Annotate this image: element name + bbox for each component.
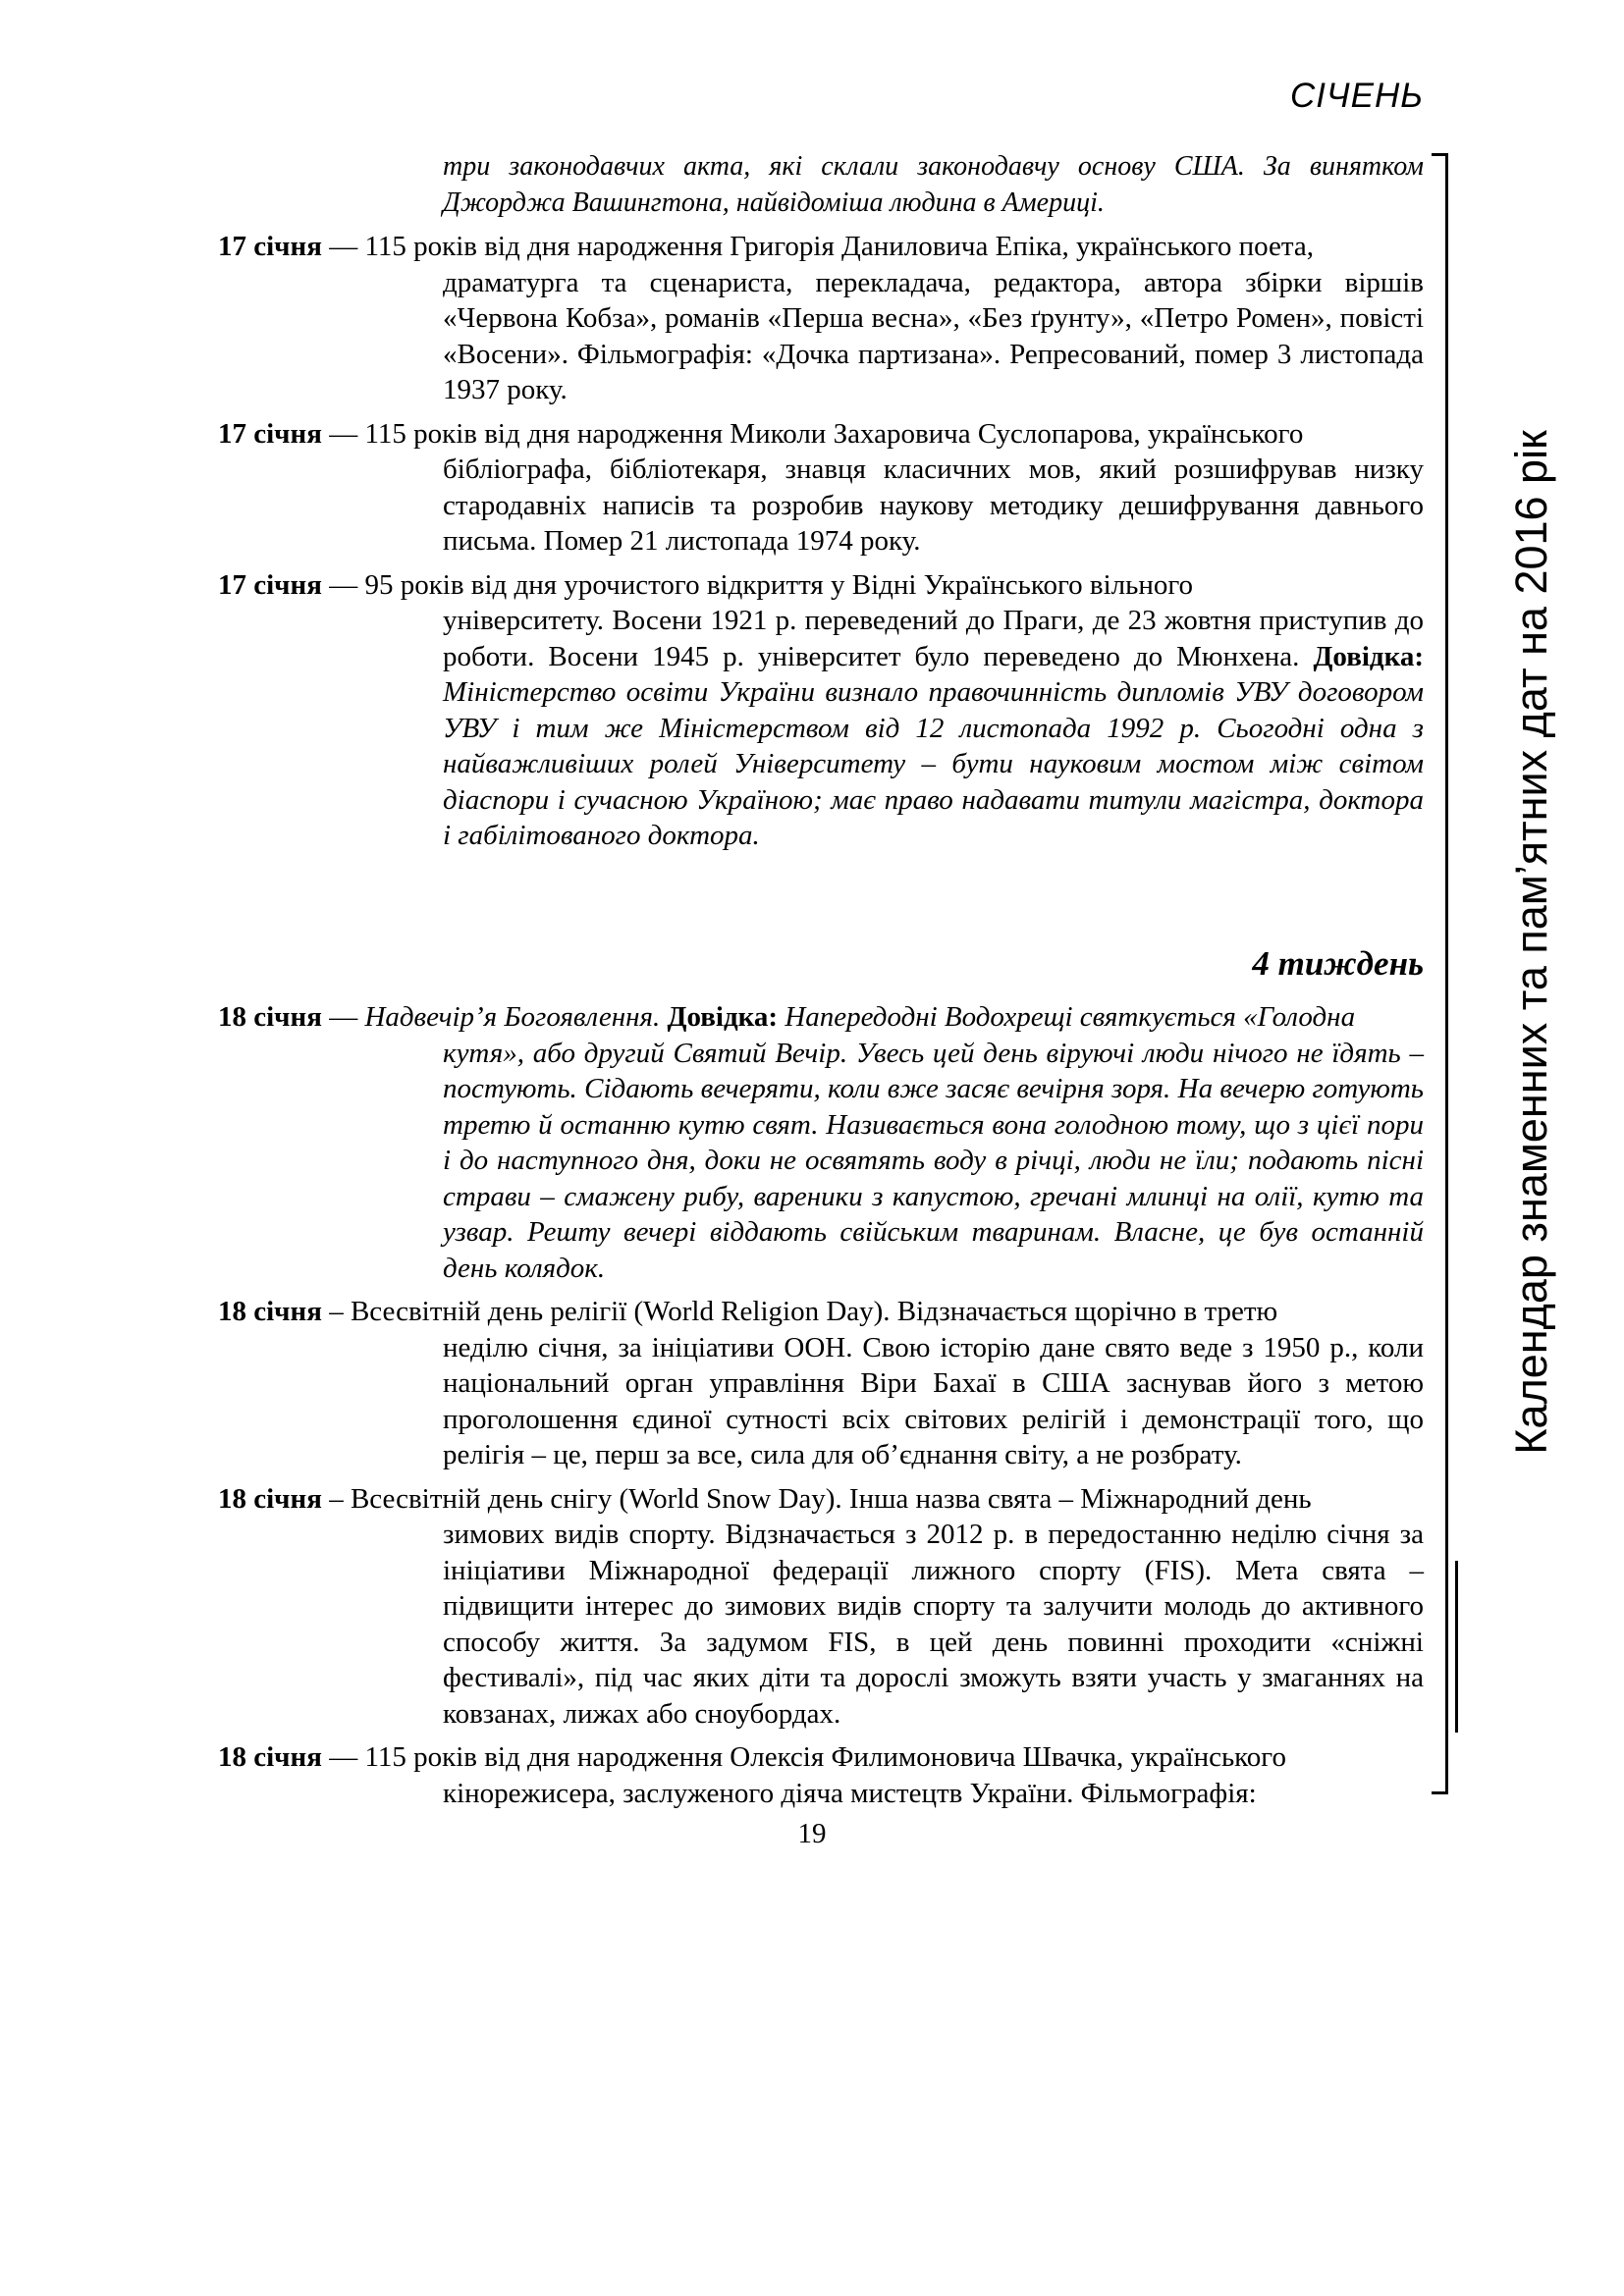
side-rule-bottom-tick — [1432, 1791, 1448, 1794]
side-calendar-title: Календар знаменних та пам’ятних дат на 2016 рік — [1506, 430, 1556, 1455]
list-item — [218, 229, 1424, 408]
continued-paragraph: три законодавчих акта, які склали законодавчу основу США. За винятком Джорджа Вашингтона, найвідоміша людина в Америці. — [443, 151, 1424, 218]
list-item — [218, 1294, 1424, 1473]
page-number: 19 — [797, 1818, 827, 1849]
entry-first-line — [218, 1739, 1424, 1776]
entry-date: 17 січня — [218, 417, 322, 450]
entry-body: кінорежисера, заслуженого діяча мистецтв України. Фільмографія: — [443, 1777, 1257, 1809]
running-header-month: СІЧЕНЬ — [1290, 77, 1424, 115]
note-label: Довідка: — [1313, 640, 1425, 672]
entry-first-line — [218, 567, 1424, 604]
entry-body: зимових видів спорту. Відзначається з 2012 р. в передостанню неділю січня за ініціативи Міжнародної федерації лижного спорту (FIS). Мета свята – підвищити інтерес до зимових видів спорту та залучити молодь до активного способу життя. За задумом FIS, в цей день повинні проходити «сніжні фестивалі», під час яких діти та дорослі зможуть взяти участь у змаганнях на ковзанах, лижах або сноубордах. — [443, 1519, 1424, 1730]
entry-first-line — [218, 1481, 1424, 1518]
list-item — [218, 999, 1424, 1286]
side-rule-accent — [1455, 1561, 1458, 1733]
entry-date: 18 січня — [218, 1296, 322, 1327]
list-item — [218, 567, 1424, 854]
list-item — [218, 416, 1424, 560]
entry-body: університету. Восени 1921 р. переведений до Праги, де 23 жовтня приступив до роботи. Восени 1945 р. університет було переведено до Мюнхена. — [443, 605, 1424, 672]
entry-body: драматурга та сценариста, перекладача, редактора, автора збірки віршів «Червона Кобза», романів «Перша весна», «Без ґрунту», «Петро Ромен», повісті «Восени». Фільмографія: «Дочка партизана». Репресований, помер 3 листопада 1937 року. — [443, 266, 1424, 405]
entry-title: Надвечір’я Богоявлення. — [364, 1001, 661, 1033]
entry-lead: – Всесвітній день снігу (World Snow Day). Інша назва свята – Міжнародний день — [329, 1482, 1312, 1515]
entry-lead: — 115 років від дня народження Григорія Даниловича Епіка, українського поета, — [329, 231, 1315, 262]
side-rule-top-tick — [1432, 153, 1448, 156]
side-vertical-rule — [1445, 153, 1448, 1794]
entry-first-line — [218, 229, 1424, 265]
entry-date: 17 січня — [218, 568, 322, 601]
entry-date: 18 січня — [218, 1482, 322, 1515]
entry-lead: — 115 років від дня народження Миколи Захаровича Суслопарова, українського — [329, 417, 1304, 450]
entry-lead: – Всесвітній день релігії (World Religion Day). Відзначається щорічно в третю — [329, 1296, 1278, 1327]
entry-body: кутя», або другий Святий Вечір. Увесь цей день віруючі люди нічого не їдять – постують. Сідають вечеряти, коли вже засяє вечірня зоря. На вечерю готують третю й останню кутю свят. Називається вона голодною тому, що з цієї пори і до наступного дня, доки не освятять воду в річці, люди не їли; подають пісні страви – смажену рибу, вареники з капустою, гречані млинці на олії, кутю та узвар. Решту вечері віддають свійським тваринам. Власне, це був останній день колядок. — [443, 1037, 1424, 1284]
entry-body: бібліографа, бібліотекаря, знавця класичних мов, який розшифрував низку стародавніх написів та розробив наукову методику дешифрування давнього письма. Помер 21 листопада 1974 року. — [443, 454, 1424, 557]
entry-date: 18 січня — [218, 1741, 322, 1773]
note-text: Напередодні Водохрещі святкується «Голодна — [785, 1001, 1356, 1033]
entry-date: 18 січня — [218, 1001, 322, 1033]
list-item — [218, 1739, 1424, 1811]
entry-date: 17 січня — [218, 231, 322, 262]
entry-first-line — [218, 416, 1424, 453]
list-item — [218, 1481, 1424, 1733]
section-heading-week: 4 тиждень — [1252, 943, 1424, 983]
entry-first-line — [218, 1294, 1424, 1330]
note-label: Довідка: — [667, 1001, 779, 1033]
entry-lead: — 115 років від дня народження Олексія Филимоновича Швачка, українського — [329, 1741, 1286, 1773]
entry-body-with-note — [443, 603, 1424, 854]
main-text — [218, 149, 1424, 1819]
entry-first-line — [218, 999, 1424, 1036]
entry-lead: — 95 років від дня урочистого відкриття у Відні Українського вільного — [329, 568, 1194, 601]
note-text: Міністерство освіти України визнало правочинність дипломів УВУ договором УВУ і тим же Міністерством від 12 листопада 1992 р. Сьогодні одна з найважливіших ролей Університету – бути науковим мостом між світом діаспори і сучасною Україною; має право надавати титули магістра, доктора і габілітованого доктора. — [443, 676, 1424, 851]
entry-body: неділю січня, за ініціативи ООН. Свою історію дане свято веде з 1950 р., коли національний орган управління Віри Бахаї в США заснував його з метою проголошення єдиної сутності всіх світових релігій і демонстрації того, що релігія – це, перш за все, сила для об’єднання світу, а не розбрату. — [443, 1331, 1424, 1470]
entry-dash: — — [329, 1001, 358, 1033]
